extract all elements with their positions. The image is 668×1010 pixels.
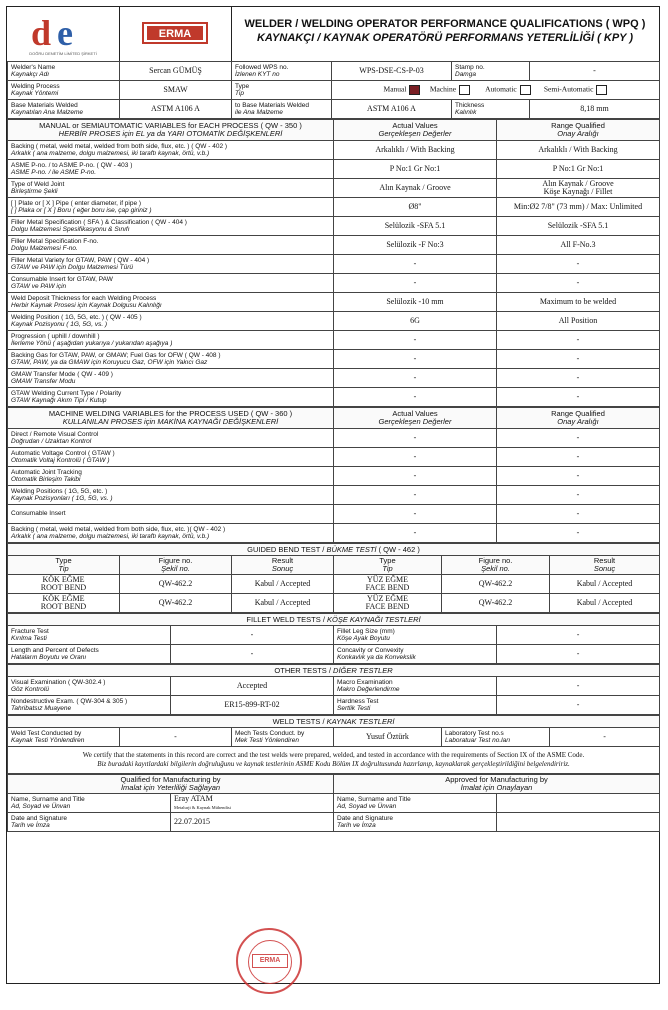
stamp-value: - (530, 62, 660, 81)
company-stamp (236, 928, 302, 994)
machine-actual-value: - (334, 429, 497, 448)
manual-range-value: Arkalıklı / With Backing (497, 141, 660, 160)
manual-actual-value: Selülozik -F No:3 (334, 236, 497, 255)
bend-figure-2: QW-462.2 (442, 594, 550, 613)
thickness-label: Thickness Kalınlık (452, 100, 530, 119)
bend-row (8, 575, 660, 594)
erma-logo (119, 7, 232, 61)
right-name-label: Name, Surname and Title Ad, Soyad ve Ünvan (334, 794, 497, 813)
manual-actual-value: Ø8" (334, 198, 497, 217)
lab-value: - (550, 728, 660, 747)
wps-label: Followed WPS no. İzlenen KYT no (232, 62, 332, 81)
manual-variable-label: Filler Metal Variety for GTAW, PAW ( QW - 404 ) GTAW ve PAW için Dolgu Malzemesi Türü (8, 255, 334, 274)
bend-figure: QW-462.2 (120, 575, 232, 594)
machine-checkbox[interactable] (459, 85, 470, 95)
conducted-label: Weld Test Conducted by Kaynak Testi Yönlendiren (8, 728, 120, 747)
manual-actual-value: - (334, 369, 497, 388)
other-tests-title: OTHER TESTS / DİĞER TESTLER (8, 665, 660, 677)
leg-size-value: - (497, 626, 660, 645)
fillet-test-table (7, 613, 660, 664)
machine-label: Machine (429, 84, 457, 94)
erma-logo-text: ERMA (158, 28, 192, 40)
manual-actual-value: Alın Kaynak / Groove (334, 179, 497, 198)
machine-row (8, 429, 660, 448)
manual-range-header: Range Qualified Onay Aralığı (497, 120, 660, 141)
machine-row (8, 486, 660, 505)
manual-variable-label: Backing ( metal, weld metal, welded from both side, flux, etc. ) ( QW - 402 ) Arkalık ( ana malzeme, dolgu malzemesi, iki taraftı kaynak, örtü, v.b.) (8, 141, 334, 160)
automatic-label: Automatic (485, 84, 517, 94)
base-material-value: ASTM A106 A (120, 100, 232, 119)
manual-rows (8, 141, 660, 407)
header (7, 7, 659, 62)
certification-statement: We certify that the statements in this record are correct and the test welds were prepared, welded, and tested in accordance with the requirements of Section IX of the ASME Code. Biz buradaki kayıtlardaki bilgilerin doğruluğunu ve kaynak testlerinin ASME Kodu Bölüm IX doğrultusunda hazırlanıp, kaynaklarak gerçekleştirildiğini belgelendiririz. (8, 747, 660, 774)
bend-result-header: Result Sonuç (232, 556, 334, 575)
lab-label: Laboratory Test no.s Laboratuar Test no.ları (442, 728, 550, 747)
automatic-checkbox[interactable] (520, 85, 531, 95)
fillet-test-title: FILLET WELD TESTS / KÖŞE KAYNAĞI TESTLERİ (8, 614, 660, 626)
machine-variable-label: Automatic Joint Tracking Otomatik Birleşim Takibi (8, 467, 334, 486)
manual-range-value: Selülozik -SFA 5.1 (497, 217, 660, 236)
bend-type-2: YÜZ EĞME FACE BEND (334, 594, 442, 613)
manual-actual-value: - (334, 388, 497, 407)
form-body (7, 61, 660, 832)
manual-actual-value: - (334, 331, 497, 350)
manual-row (8, 274, 660, 293)
machine-actual-value: - (334, 467, 497, 486)
manual-range-value: - (497, 255, 660, 274)
svg-text:d: d (31, 13, 52, 53)
manual-actual-value: 6G (334, 312, 497, 331)
manual-section-title: MANUAL or SEMIAUTOMATIC VARIABLES for EACH PROCESS ( QW - 350 ) HERBİR PROSES için EL ya da YARI OTOMATİK DEĞİŞKENLERİ (8, 120, 334, 141)
bend-result-2: Kabul / Accepted (550, 575, 660, 594)
bend-row (8, 594, 660, 613)
bend-type-2: YÜZ EĞME FACE BEND (334, 575, 442, 594)
bend-type: KÖK EĞME ROOT BEND (8, 594, 120, 613)
manual-variable-label: Backing Gas for GTAW, PAW, or GMAW; Fuel Gas for OFW ( QW - 408 ) GTAW, PAW, ya da GMAW için Koruyucu Gaz, OFW için Yakıcı Gaz (8, 350, 334, 369)
approved-by-header: Approved for Manufacturing by İmalat için Onaylayan (334, 775, 660, 794)
manual-checkbox[interactable] (409, 85, 420, 95)
svg-text:e: e (57, 13, 73, 53)
machine-variable-label: Direct / Remote Visual Control Doğrudan / Uzaktan Kontrol (8, 429, 334, 448)
de-logo-image (7, 7, 119, 61)
bend-rows (8, 575, 660, 613)
weld-tests-table (7, 715, 660, 774)
bend-figure-header-2: Figure no. Şekil no. (442, 556, 550, 575)
manual-actual-value: - (334, 255, 497, 274)
manual-variable-label: [ ] Plate or [ X ] Pipe ( enter diameter, if pipe ) [ ] Plaka or [ X ] Boru ( eğer boru ise, çap giriniz ) (8, 198, 334, 217)
manual-range-value: Alın Kaynak / Groove Köşe Kaynağı / Fillet (497, 179, 660, 198)
machine-actual-value: - (334, 505, 497, 524)
bend-type: KÖK EĞME ROOT BEND (8, 575, 120, 594)
right-name-value (497, 794, 660, 813)
process-value: SMAW (120, 81, 232, 100)
macro-exam-label: Macro Examination Makro Değerlendirme (334, 677, 497, 696)
left-date-label: Date and Signature Tarih ve İmza (8, 813, 171, 832)
visual-exam-label: Visual Examination ( QW-302.4 ) Göz Kontrolü (8, 677, 171, 696)
left-name-label: Name, Surname and Title Ad, Soyad ve Ünvan (8, 794, 171, 813)
manual-row (8, 293, 660, 312)
bend-figure: QW-462.2 (120, 594, 232, 613)
manual-actual-value: - (334, 274, 497, 293)
manual-row (8, 198, 660, 217)
manual-variable-label: Welding Position ( 1G, 5G, etc. ) ( QW - 405 ) Kaynak Pozisyonu ( 1G, 5G, vs. ) (8, 312, 334, 331)
manual-variable-label: ASME P-no. / to ASME P-no. ( QW - 403 ) ASME P-no. / ile ASME P-no. (8, 160, 334, 179)
manual-actual-value: - (334, 350, 497, 369)
manual-variable-label: Type of Weld Joint Birleştirme Şekli (8, 179, 334, 198)
signature-table (7, 774, 660, 832)
machine-actual-value: - (334, 448, 497, 467)
process-label: Welding Process Kaynak Yöntemi (8, 81, 120, 100)
left-name-value: Eray ATAM Metalurji & Kaynak Mühendisi (171, 794, 334, 813)
hardness-value: - (497, 696, 660, 715)
right-date-label: Date and Signature Tarih ve İmza (334, 813, 497, 832)
manual-variable-label: GTAW Welding Current Type / Polarity GTAW Kaynağı Akım Tipi / Kutup (8, 388, 334, 407)
defects-value: - (171, 645, 334, 664)
de-logo-sub: DOĞRU DENETİM LİMİTED ŞİRKETİ (29, 51, 97, 56)
mech-label: Mech Tests Conduct. by Mek Testi Yönlendiren (232, 728, 334, 747)
manual-variable-label: Filler Metal Specification F-no. Dolgu Malzemesi F-no. (8, 236, 334, 255)
manual-variables-table (7, 119, 660, 407)
manual-range-value: P No:1 Gr No:1 (497, 160, 660, 179)
machine-range-value: - (497, 448, 660, 467)
type-options (332, 81, 660, 100)
machine-range-header: Range Qualified Onay Aralığı (497, 408, 660, 429)
machine-range-value: - (497, 467, 660, 486)
stamp-label: Stamp no. Damga (452, 62, 530, 81)
machine-range-value: - (497, 429, 660, 448)
bend-result-header-2: Result Sonuç (550, 556, 660, 575)
bend-test-title: GUIDED BEND TEST / BÜKME TESTİ ( QW - 462 ) (8, 544, 660, 556)
right-date-value (497, 813, 660, 832)
concavity-label: Concavity or Convexity Konkavlık ya da Konvekslik (334, 645, 497, 664)
machine-variable-label: Backing ( metal, weld metal, welded from both side, flux, etc. )( QW - 402 ) Arkalık ( ana malzeme, dolgu malzemesi, iki taraftı kaynak, örtü, v.b.) (8, 524, 334, 543)
manual-range-value: - (497, 388, 660, 407)
manual-actual-value: Arkalıklı / With Backing (334, 141, 497, 160)
bend-type-header: Type Tip (8, 556, 120, 575)
macro-exam-value: - (497, 677, 660, 696)
manual-row (8, 179, 660, 198)
thickness-value: 8,18 mm (530, 100, 660, 119)
leg-size-label: Fillet Leg Size (mm) Köşe Ayak Boyutu (334, 626, 497, 645)
bend-result: Kabul / Accepted (232, 575, 334, 594)
manual-row (8, 331, 660, 350)
manual-range-value: - (497, 331, 660, 350)
type-label: Type Tip (232, 81, 332, 100)
machine-row (8, 505, 660, 524)
manual-actual-header: Actual Values Gerçekleşen Değerler (334, 120, 497, 141)
machine-row (8, 448, 660, 467)
manual-row (8, 312, 660, 331)
machine-variable-label: Welding Positions ( 1G, 5G, etc. ) Kaynak Pozisyonları ( 1G, 5G, vs. ) (8, 486, 334, 505)
mech-value: Yusuf Öztürk (334, 728, 442, 747)
machine-range-value: - (497, 505, 660, 524)
de-logo (7, 7, 120, 61)
bend-result: Kabul / Accepted (232, 594, 334, 613)
manual-row (8, 350, 660, 369)
title-en: WELDER / WELDING OPERATOR PERFORMANCE QUALIFICATIONS ( WPQ ) (244, 18, 646, 30)
erma-logo-image (119, 7, 231, 61)
manual-range-value: All Position (497, 312, 660, 331)
machine-range-value: - (497, 486, 660, 505)
to-base-material-label: to Base Materials Welded ile Ana Malzeme (232, 100, 332, 119)
wpq-form (6, 6, 660, 984)
manual-actual-value: Selülozik -10 mm (334, 293, 497, 312)
machine-actual-value: - (334, 486, 497, 505)
machine-actual-value: - (334, 524, 497, 543)
stamp-text: ERMA (252, 954, 288, 968)
manual-variable-label: Weld Deposit Thickness for each Welding Process Herbir Kaynak Prosesi için Kaynak Dolgusu Kalınlığı (8, 293, 334, 312)
manual-variable-label: Progression ( uphill / downhill ) İlerleme Yönü ( aşağıdan yukarıya / yukarıdan aşağıya ) (8, 331, 334, 350)
bend-figure-2: QW-462.2 (442, 575, 550, 594)
bend-type-header-2: Type Tip (334, 556, 442, 575)
wps-value: WPS-DSE-CS-P-03 (332, 62, 452, 81)
left-date-value: 22.07.2015 (171, 813, 334, 832)
machine-rows (8, 429, 660, 543)
manual-range-value: - (497, 369, 660, 388)
welder-name-value: Sercan GÜMÜŞ (120, 62, 232, 81)
machine-row (8, 524, 660, 543)
manual-variable-label: GMAW Transfer Mode ( QW - 409 ) GMAW Transfer Modu (8, 369, 334, 388)
machine-variable-label: Automatic Voltage Control ( GTAW ) Otomatik Voltaj Kontrolü ( GTAW ) (8, 448, 334, 467)
visual-exam-value: Accepted (171, 677, 334, 696)
fracture-value: - (171, 626, 334, 645)
other-tests-table (7, 664, 660, 715)
manual-row (8, 160, 660, 179)
weld-tests-title: WELD TESTS / KAYNAK TESTLERİ (8, 716, 660, 728)
to-base-material-value: ASTM A106 A (332, 100, 452, 119)
machine-variable-label: Consumable Insert (8, 505, 334, 524)
ndt-label: Nondestructive Exam. ( QW-304 & 305 ) Tahribatsız Muayene (8, 696, 171, 715)
fracture-label: Fracture Test Kırılma Testi (8, 626, 171, 645)
manual-range-value: - (497, 274, 660, 293)
welder-name-label: Welder's Name Kaynakçı Adı (8, 62, 120, 81)
manual-row (8, 141, 660, 160)
info-table (7, 61, 660, 119)
conducted-value: - (120, 728, 232, 747)
manual-row (8, 255, 660, 274)
manual-row (8, 388, 660, 407)
machine-actual-header: Actual Values Gerçekleşen Değerler (334, 408, 497, 429)
concavity-value: - (497, 645, 660, 664)
manual-label: Manual (383, 84, 407, 94)
manual-actual-value: P No:1 Gr No:1 (334, 160, 497, 179)
manual-variable-label: Consumable Insert for GTAW, PAW GTAW ve PAW için (8, 274, 334, 293)
ndt-value: ER15-899-RT-02 (171, 696, 334, 715)
manual-range-value: All F-No.3 (497, 236, 660, 255)
bend-test-table (7, 543, 660, 613)
defects-label: Length and Percent of Defects Hataların Boyutu ve Oranı (8, 645, 171, 664)
manual-range-value: Maximum to be welded (497, 293, 660, 312)
manual-actual-value: Selülozik -SFA 5.1 (334, 217, 497, 236)
machine-section-title: MACHINE WELDING VARIABLES for the PROCESS USED ( QW - 360 ) KULLANILAN PROSES için MAKİNA KAYNAĞI DEĞİŞKENLERİ (8, 408, 334, 429)
manual-row (8, 217, 660, 236)
machine-row (8, 467, 660, 486)
machine-variables-table (7, 407, 660, 543)
manual-variable-label: Filler Metal Specification ( SFA ) & Classification ( QW - 404 ) Dolgu Malzemesi Spesifikasyonu & Sınıfı (8, 217, 334, 236)
bend-result-2: Kabul / Accepted (550, 594, 660, 613)
semi-automatic-checkbox[interactable] (596, 85, 607, 95)
manual-row (8, 369, 660, 388)
manual-range-value: - (497, 350, 660, 369)
title (231, 17, 659, 45)
hardness-label: Hardness Test Sertlik Testi (334, 696, 497, 715)
bend-figure-header: Figure no. Şekil no. (120, 556, 232, 575)
semi-automatic-label: Semi-Automatic (543, 84, 594, 94)
title-tr: KAYNAKÇI / KAYNAK OPERATÖRÜ PERFORMANS YETERLİLİĞİ ( KPY ) (256, 32, 634, 44)
machine-range-value: - (497, 524, 660, 543)
base-material-label: Base Materials Welded Kaynatılan Ana Malzeme (8, 100, 120, 119)
manual-row (8, 236, 660, 255)
manual-range-value: Min:Ø2 7/8" (73 mm) / Max: Unlimited (497, 198, 660, 217)
qualified-by-header: Qualified for Manufacturing by İmalat için Yeterliliği Sağlayan (8, 775, 334, 794)
